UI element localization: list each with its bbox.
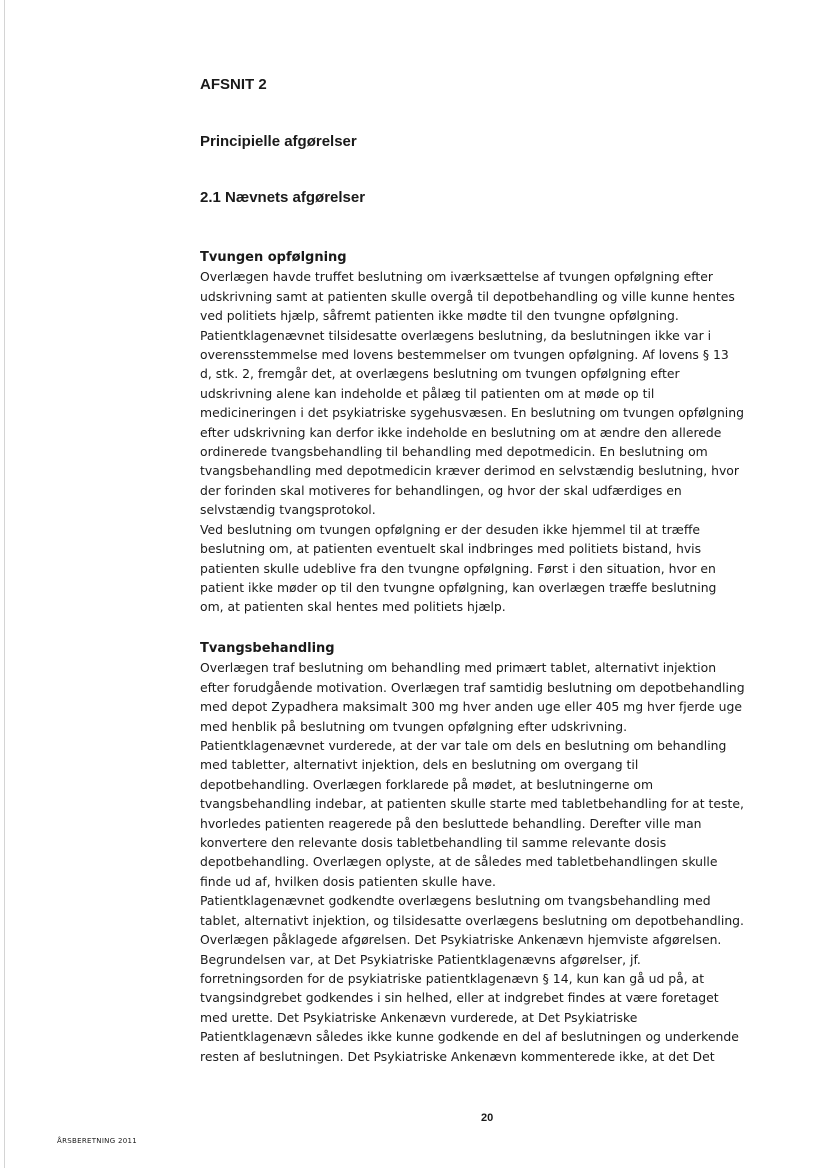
body-line: Overlægen havde truffet beslutning om iværksættelse af tvungen opfølgning efter <box>200 269 713 285</box>
body-line: beslutning om, at patienten eventuelt skal indbringes med politiets bistand, hvis <box>200 541 702 557</box>
body-line: ved politiets hjælp, såfremt patienten ikke mødte til den tvungne opfølgning. <box>200 308 679 324</box>
page-number: 20 <box>481 1112 494 1124</box>
body-line: Overlægen påklagede afgørelsen. Det Psykiatriske Ankenævn hjemviste afgørelsen. <box>200 932 722 948</box>
body-line: patienten skulle udeblive fra den tvungne opfølgning. Først i den situation, hvor en <box>200 560 716 576</box>
body-line: Overlægen traf beslutning om behandling med primært tablet, alternativt injektion <box>200 660 717 676</box>
body-line: tvangsbehandling med depotmedicin kræver derimod en selvstændig beslutning, hvor <box>200 463 739 479</box>
body-line: selvstændig tvangsprotokol. <box>200 502 376 518</box>
body-line: udskrivning alene kan indeholde et pålæg til patienten om at møde op til <box>200 385 655 401</box>
body-line: Patientklagenævnet vurderede, at der var tale om dels en beslutning om behandling <box>200 738 727 754</box>
body-line: med tabletter, alternativt injektion, dels en beslutning om overgang til <box>200 757 639 773</box>
part-heading: AFSNIT 2 <box>200 76 267 93</box>
body-line: Patientklagenævnet godkendte overlægens beslutning om tvangsbehandling med <box>200 893 711 909</box>
body-line: Patientklagenævnet tilsidesatte overlægens beslutning, da beslutningen ikke var i <box>200 327 712 343</box>
scan-edge-line <box>4 0 5 1168</box>
body-line: med urette. Det Psykiatriske Ankenævn vurderede, at Det Psykiatriske <box>200 1009 638 1025</box>
body-line: depotbehandling. Overlægen oplyste, at de således med tabletbehandlingen skulle <box>200 854 718 870</box>
body-line: udskrivning samt at patienten skulle overgå til depotbehandling og ville kunne hentes <box>200 288 735 304</box>
section-tvungen-opfolgning <box>200 248 760 617</box>
body-line: finde ud af, hvilken dosis patienten skulle have. <box>200 873 496 889</box>
body-line: med henblik på beslutning om tvungen opfølgning efter udskrivning. <box>200 718 628 734</box>
body-line: patient ikke møder op til den tvungne opfølgning, kan overlægen træffe beslutning <box>200 579 717 595</box>
body-line: medicineringen i det psykiatriske sygehusvæsen. En beslutning om tvungen opfølgning <box>200 405 744 421</box>
body-line: der forinden skal motiveres for behandlingen, og hvor der skal udfærdiges en <box>200 482 682 498</box>
body-line: d, stk. 2, fremgår det, at overlægens beslutning om tvungen opfølgning efter <box>200 366 680 382</box>
section-heading: Tvangsbehandling <box>200 641 335 656</box>
body-line: Begrundelsen var, at Det Psykiatriske Patientklagenævns afgørelser, jf. <box>200 951 641 967</box>
body-line: Ved beslutning om tvungen opfølgning er der desuden ikke hjemmel til at træffe <box>200 521 700 537</box>
body-line: med depot Zypadhera maksimalt 300 mg hver anden uge eller 405 mg hver fjerde uge <box>200 699 742 715</box>
body-line: efter udskrivning kan derfor ikke indeholde en beslutning om at ændre den allerede <box>200 424 722 440</box>
body-line: forretningsorden for de psykiatriske patientklagenævn § 14, kun kan gå ud på, at <box>200 970 705 986</box>
footer-text: ÅRSBERETNING 2011 <box>57 1137 137 1145</box>
body-line: tvangsindgrebet godkendes i sin helhed, eller at indgrebet findes at være foretaget <box>200 990 719 1006</box>
section-title: 2.1 Nævnets afgørelser <box>200 189 366 206</box>
body-line: resten af beslutningen. Det Psykiatriske Ankenævn kommenterede ikke, at det Det <box>200 1048 715 1064</box>
body-line: konvertere den relevante dosis tabletbehandling til samme relevante dosis <box>200 835 667 851</box>
body-line: overensstemmelse med lovens bestemmelser om tvungen opfølgning. Af lovens § 13 <box>200 347 729 363</box>
chapter-title: Principielle afgørelser <box>200 133 357 150</box>
body-line: tablet, alternativt injektion, og tilsidesatte overlægens beslutning om depotbehandling. <box>200 912 744 928</box>
body-line: tvangsbehandling indebar, at patienten skulle starte med tabletbehandling for at teste, <box>200 796 744 812</box>
body-line: om, at patienten skal hentes med politiets hjælp. <box>200 599 506 615</box>
section-tvangsbehandling <box>200 639 760 1066</box>
body-line: depotbehandling. Overlægen forklarede på mødet, at beslutningerne om <box>200 776 654 792</box>
body-line: Patientklagenævn således ikke kunne godkende en del af beslutningen og underkende <box>200 1029 739 1045</box>
body-line: hvorledes patienten reagerede på den besluttede behandling. Derefter ville man <box>200 815 702 831</box>
body-line: ordinerede tvangsbehandling til behandling med depotmedicin. En beslutning om <box>200 444 708 460</box>
body-line: efter forudgående motivation. Overlægen traf samtidig beslutning om depotbehandling <box>200 679 745 695</box>
section-heading: Tvungen opfølgning <box>200 250 347 265</box>
